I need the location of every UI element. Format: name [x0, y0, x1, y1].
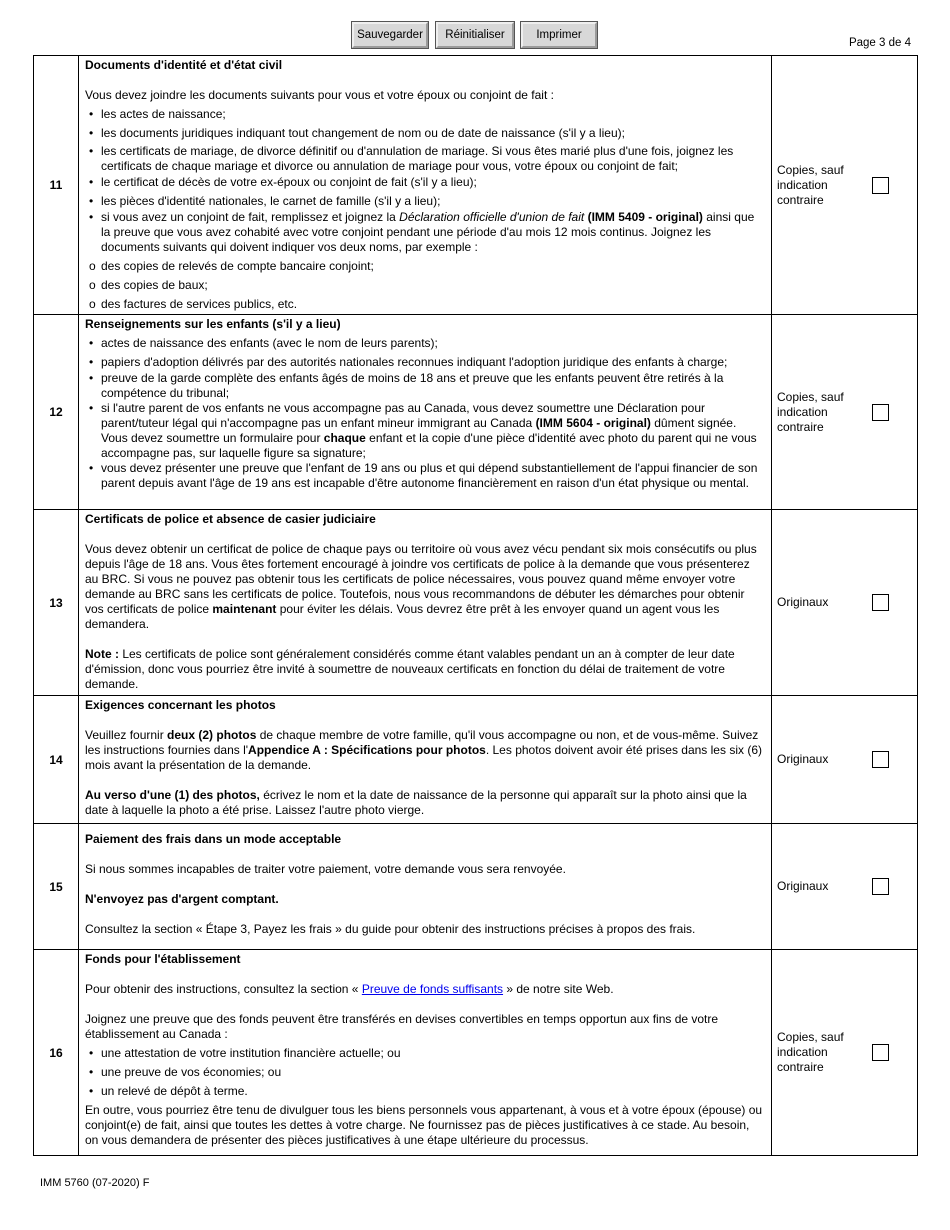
checklist-row-16	[34, 950, 918, 1156]
status-text: Copies, sauf indication contraire	[777, 162, 844, 207]
checkbox-14[interactable]	[872, 751, 889, 768]
print-button[interactable]: Imprimer	[521, 22, 597, 48]
checklist-table	[33, 55, 918, 1156]
row-intro: Vous devez joindre les documents suivants pour vous et votre époux ou conjoint de fait :	[85, 88, 554, 102]
row-status-cell	[772, 510, 918, 696]
row-content	[79, 56, 772, 315]
row-title: Certificats de police et absence de casier judiciaire	[85, 512, 376, 526]
row-paragraph: En outre, vous pourriez être tenu de divulguer tous les biens personnels vous appartenant, à vous et à votre époux (épouse) ou conjoint(e) de fait, ainsi que toutes les dettes à votre charge. Ne fournissez pas de pièces justificatives à ce stade. Au besoin, on vous demandera de présenter des pièces justificatives à une étape ultérieure du processus.	[85, 1103, 763, 1147]
row-status-cell	[772, 824, 918, 950]
form-code: IMM 5760 (07-2020) F	[40, 1177, 150, 1189]
row-paragraph: Consultez la section « Étape 3, Payez les frais » du guide pour obtenir des instructions précises à propos des frais.	[85, 922, 696, 936]
row-paragraph: Pour obtenir des instructions, consultez la section « Preuve de fonds suffisants » de notre site Web.	[85, 982, 614, 996]
checkbox-13[interactable]	[872, 594, 889, 611]
document-list	[85, 107, 765, 255]
status-text: Originaux	[777, 595, 829, 609]
row-paragraph: N'envoyez pas d'argent comptant.	[85, 892, 279, 906]
row-status-cell	[772, 56, 918, 315]
list-item: • actes de naissance des enfants (avec le nom de leurs parents);	[85, 336, 765, 351]
checkbox-12[interactable]	[872, 404, 889, 421]
status-text: Copies, sauf indication contraire	[777, 389, 844, 434]
list-item: • les certificats de mariage, de divorce définitif ou d'annulation de mariage. Si vous êtes marié plus d'une fois, joignez les certificats de chaque mariage et divorce ou annulation de mariage pour vous, votre époux ou conjoint de fait;	[85, 144, 765, 174]
row-paragraph: Si nous sommes incapables de traiter votre paiement, votre demande vous sera renvoyée.	[85, 862, 566, 876]
row-number: 14	[34, 696, 79, 824]
row-paragraph: Au verso d'une (1) des photos, écrivez le nom et la date de naissance de la personne qui apparaît sur la photo ainsi que la date à laquelle la photo a été prise. Laissez l'autre photo vierge.	[85, 788, 747, 817]
row-status-cell	[772, 696, 918, 824]
row-content	[79, 510, 772, 696]
status-text: Copies, sauf indication contraire	[777, 1030, 844, 1074]
row-paragraph: Joignez une preuve que des fonds peuvent être transférés en devises convertibles en temps opportun aux fins de votre établissement au Canada :	[85, 1012, 719, 1041]
save-button[interactable]: Sauvegarder	[352, 22, 428, 48]
list-item: • si vous avez un conjoint de fait, remplissez et joignez la Déclaration officielle d'union de fait (IMM 5409 - original) ainsi que la preuve que vous avez cohabité avec votre conjoint pendant une période d'au mois 12 mois continus. Joignez les documents suivants qui doivent indiquer vos deux noms, par exemple :	[85, 210, 765, 255]
list-item: o des factures de services publics, etc.	[85, 297, 765, 312]
row-number: 15	[34, 824, 79, 950]
row-title: Paiement des frais dans un mode acceptable	[85, 832, 342, 846]
row-title: Documents d'identité et d'état civil	[85, 58, 283, 72]
row-number: 11	[34, 56, 79, 315]
list-item: • une attestation de votre institution financière actuelle; ou	[85, 1046, 765, 1061]
row-paragraph: Vous devez obtenir un certificat de police de chaque pays ou territoire où vous avez vécu pendant six mois consécutifs ou plus depuis l'âge de 18 ans. Vous êtes fortement encouragé à joindre vos certificats de police à la demande que vous présenterez au BRC. Si vous ne pouvez pas obtenir tous les certificats de police nécessaires, vous pouvez quand même envoyer votre demande au BRC sans les certificats de police. Toutefois, nous vous recommandons de débuter les démarches pour obtenir vos certificats de police maintenant pour éviter les délais. Vous devrez être prêt à les envoyer quand un agent vous les demandera.	[85, 542, 757, 631]
list-item: • preuve de la garde complète des enfants âgés de moins de 18 ans et preuve que les enfants peuvent être retirés à la compétence du tribunal;	[85, 371, 765, 401]
list-item: • les pièces d'identité nationales, le carnet de famille (s'il y a lieu);	[85, 194, 765, 209]
list-item: • un relevé de dépôt à terme.	[85, 1084, 765, 1099]
list-item: • les actes de naissance;	[85, 107, 765, 122]
checkbox-15[interactable]	[872, 878, 889, 895]
list-item: • vous devez présenter une preuve que l'enfant de 19 ans ou plus et qui dépend substantiellement de l'appui financier de son parent depuis avant l'âge de 19 ans est incapable d'être autonome financièrement en raison d'un état physique ou mental.	[85, 461, 765, 491]
checkbox-11[interactable]	[872, 177, 889, 194]
row-note: Note : Les certificats de police sont généralement considérés comme étant valables pendant un an à compter de leur date d'émission, donc vous pourriez être invité à soumettre de nouveaux certificats en fonction du délai de traitement de votre demande.	[85, 647, 735, 691]
document-list	[85, 336, 765, 491]
row-paragraph: Veuillez fournir deux (2) photos de chaque membre de votre famille, qu'il vous accompagne ou non, et de vous-même. Suivez les instructions fournies dans l'Appendice A : Spécifications pour photos. Les photos doivent avoir été prises dans les six (6) mois avant la présentation de la demande.	[85, 728, 762, 772]
row-content	[79, 315, 772, 510]
row-title: Renseignements sur les enfants (s'il y a lieu)	[85, 317, 341, 331]
checklist-row-11	[34, 56, 918, 315]
checklist-row-13	[34, 510, 918, 696]
list-item: • si l'autre parent de vos enfants ne vous accompagne pas au Canada, vous devez soumettre une Déclaration pour parent/tuteur légal qui n'accompagne pas un enfant mineur immigrant au Canada (IMM 5604 - original) dûment signée. Vous devez soumettre un formulaire pour chaque enfant et la copie d'une pièce d'identité avec photo du parent qui ne vous accompagne pas, sur laquelle figure sa signature;	[85, 401, 765, 461]
row-number: 16	[34, 950, 79, 1156]
status-text: Originaux	[777, 752, 829, 766]
page-number: Page 3 de 4	[848, 37, 911, 49]
reset-button[interactable]: Réinitialiser	[436, 22, 514, 48]
checklist-row-12	[34, 315, 918, 510]
row-status-cell	[772, 315, 918, 510]
row-number: 12	[34, 315, 79, 510]
status-text: Originaux	[777, 879, 829, 893]
row-title: Exigences concernant les photos	[85, 698, 276, 712]
row-number: 13	[34, 510, 79, 696]
checklist-row-14	[34, 696, 918, 824]
row-status-cell	[772, 950, 918, 1156]
row-title: Fonds pour l'établissement	[85, 952, 241, 966]
list-item: • une preuve de vos économies; ou	[85, 1065, 765, 1080]
row-content	[79, 696, 772, 824]
funds-proof-link[interactable]: Preuve de fonds suffisants	[361, 982, 504, 996]
checklist-row-15	[34, 824, 918, 950]
document-list	[85, 1046, 765, 1099]
list-item: • papiers d'adoption délivrés par des autorités nationales reconnues indiquant l'adoption juridique des enfants à charge;	[85, 355, 765, 370]
list-item: o des copies de baux;	[85, 278, 765, 293]
list-item: o des copies de relevés de compte bancaire conjoint;	[85, 259, 765, 274]
sub-list	[85, 259, 765, 312]
checkbox-16[interactable]	[872, 1044, 889, 1061]
row-content	[79, 824, 772, 950]
row-content	[79, 950, 772, 1156]
list-item: • les documents juridiques indiquant tout changement de nom ou de date de naissance (s'il y a lieu);	[85, 126, 765, 141]
list-item: • le certificat de décès de votre ex-époux ou conjoint de fait (s'il y a lieu);	[85, 175, 765, 190]
